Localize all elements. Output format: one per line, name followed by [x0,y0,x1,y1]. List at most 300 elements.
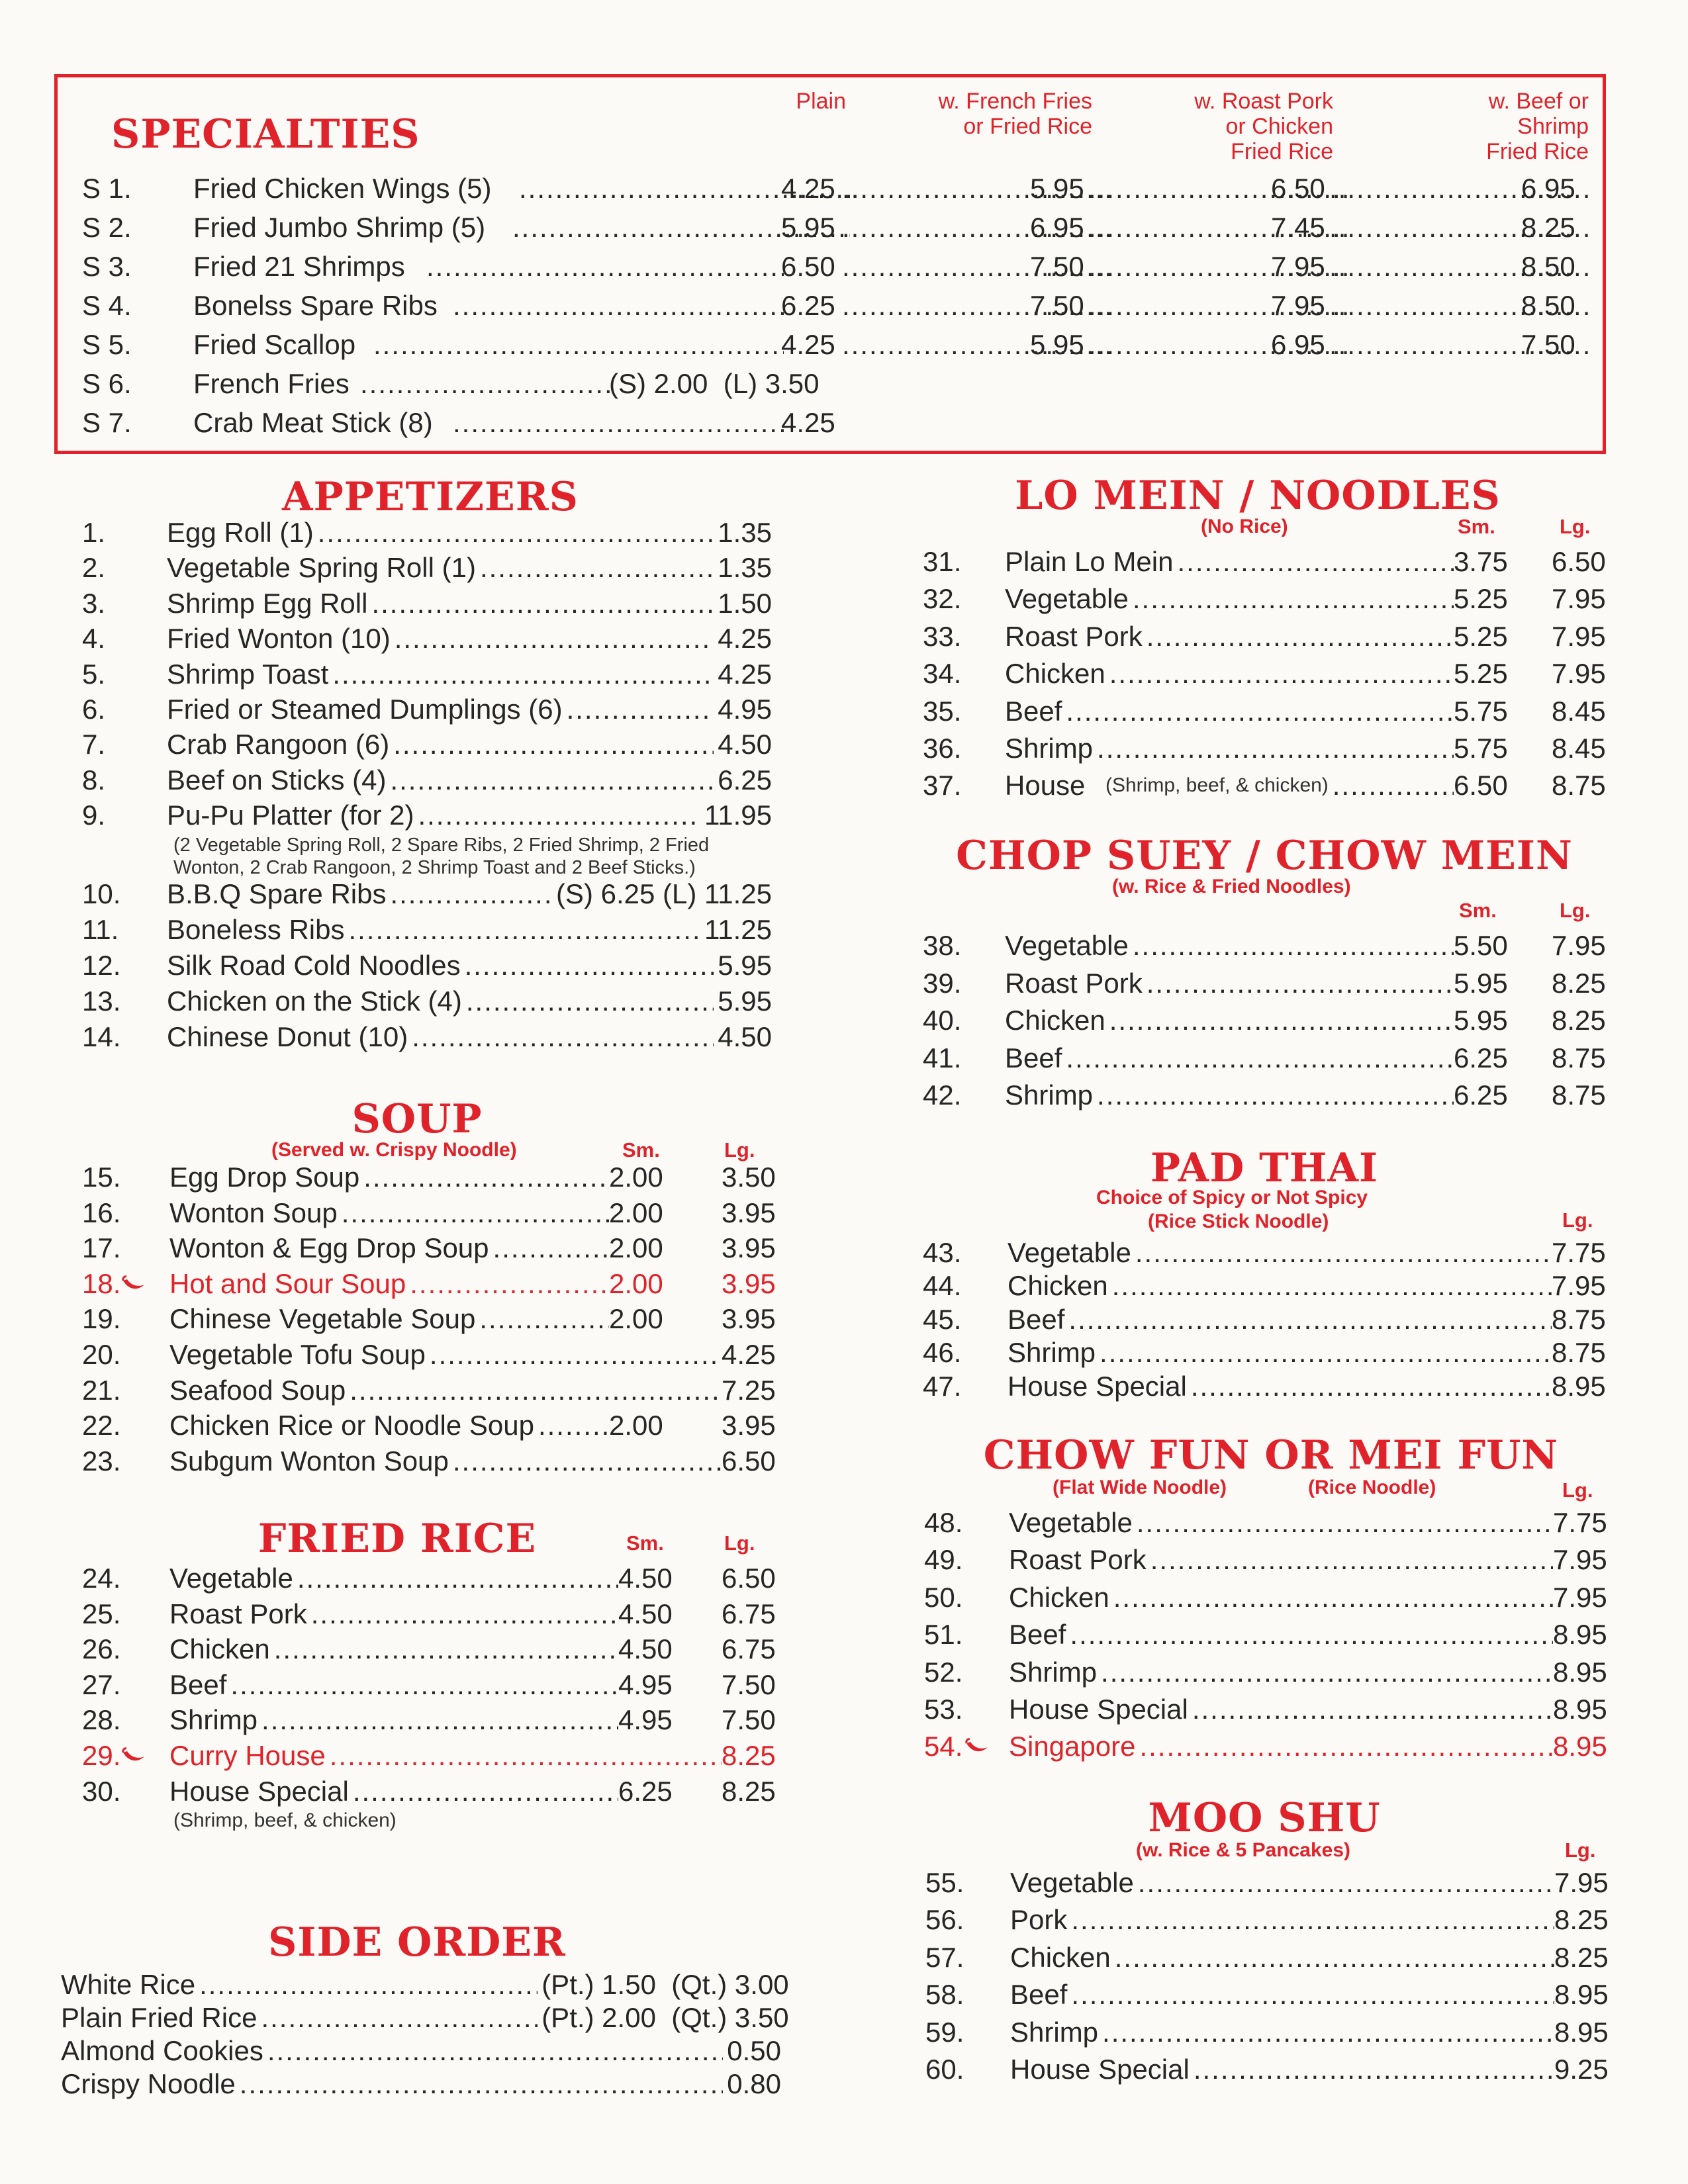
item-price: (S) 6.25 (L) 11.25 [555,878,772,909]
item-name: Bonelss Spare Ribs [193,290,438,321]
sm-price: 5.50 [1454,930,1508,961]
item-number: 57. [925,1941,964,1973]
item-name: B.B.Q Spare Ribs [167,878,387,909]
item-number: 34. [923,658,962,690]
item-name: French Fries [193,368,350,399]
item-name: Crispy Noodle [61,2068,236,2099]
soup-sm-header: Sm. [622,1138,660,1161]
fried-rice-sm-header: Sm. [626,1531,664,1555]
fries-price: 6.95 [1030,212,1084,243]
pad-thai-lg-header: Lg. [1562,1208,1593,1232]
lg-price: 8.25 [1552,1005,1606,1036]
list-item [82,586,797,621]
pad-thai-subtitle2: (Rice Stick Noodle) [1148,1210,1329,1232]
pad-thai-subtitle: Choice of Spicy or Not Spicy [1096,1187,1368,1208]
item-name: Shrimp [1010,2016,1099,2048]
item-number: 28. [82,1704,121,1736]
item-number: 42. [923,1079,962,1111]
lg-price: 9.25 [1554,2054,1609,2085]
list-item [82,692,797,727]
list-item [924,1655,1626,1690]
lg-price: 8.25 [722,1740,776,1771]
pork-price: 6.95 [1271,329,1325,360]
item-name: Vegetable [1010,1867,1134,1898]
list-item [924,1729,1626,1764]
sm-price: 5.25 [1454,583,1508,615]
chow-fun-subtitle-b: (Rice Noodle) [1308,1477,1436,1498]
sm-price: 2.00 [609,1410,663,1441]
item-name: Chicken Rice or Noodle Soup [169,1410,534,1441]
list-item [82,550,797,586]
list-item [82,621,797,657]
plain-header: Plain [796,89,846,114]
lg-price: 3.95 [722,1197,776,1228]
item-name: White Rice [61,1969,196,2000]
item-name: Egg Drop Soup [169,1161,360,1193]
item-name: Almond Cookies [61,2035,263,2066]
lg-price: 8.25 [1554,1904,1609,1936]
lo-mein-sm-header: Sm. [1458,515,1495,538]
item-number: 23. [82,1445,121,1477]
item-name: Chinese Donut (10) [167,1021,408,1052]
item-name: Roast Pork [169,1598,307,1629]
item-name: House [1005,770,1086,801]
lg-price: 8.95 [1553,1731,1607,1762]
item-name: Beef [1010,1979,1068,2011]
list-item [924,1505,1626,1541]
item-number: 18. [82,1267,121,1299]
item-name: Shrimp [1009,1656,1098,1688]
list-item [82,1160,810,1195]
item-number: 32. [923,583,962,615]
sm-price: 4.95 [618,1668,673,1700]
side-order-title: SIDE ORDER [268,1919,566,1966]
item-name: Curry House [169,1740,326,1771]
item-name: House Special [1009,1694,1188,1725]
item-price: 11.25 [704,914,772,945]
lg-price: 7.95 [1554,1867,1609,1898]
list-item [82,727,797,762]
lg-price: 8.95 [1553,1656,1607,1688]
item-name: Chicken [1005,658,1105,690]
list-item [82,366,943,402]
list-item [923,966,1624,1001]
item-name: Plain Fried Rice [61,2002,258,2033]
list-item [82,983,797,1019]
list-item [82,1631,810,1667]
lg-price: 4.25 [722,1339,776,1370]
item-number: 37. [923,770,962,801]
list-item [82,1266,810,1302]
beef-price: 8.50 [1521,290,1575,321]
list-item [923,928,1624,964]
chop-suey-subtitle: (w. Rice & Fried Noodles) [1112,876,1351,897]
sm-price: 5.95 [1454,1005,1508,1036]
item-name: Fried Chicken Wings (5) [193,173,492,204]
sm-price: 6.50 [1454,770,1508,801]
item-price: 6.25 [718,764,772,796]
item-name: Singapore [1009,1731,1136,1762]
plain-price: 6.25 [781,290,835,321]
list-item [923,1369,1624,1404]
list-item [923,619,1624,655]
lg-price: 7.75 [1552,1237,1606,1268]
item-name: Roast Pork [1009,1544,1147,1576]
pork-price: 6.50 [1271,173,1325,204]
item-number: 19. [82,1303,121,1335]
chow-fun-title: CHOW FUN OR MEI FUN [983,1432,1559,1479]
item-price: 5.95 [718,950,772,981]
lg-price: 8.95 [1554,1979,1609,2011]
list-item [925,1977,1627,2013]
item-name: Beef on Sticks (4) [167,764,387,796]
item-number: 2. [82,552,106,584]
item-name: Shrimp [1005,733,1094,764]
lg-price: 8.25 [1554,1941,1609,1973]
item-price: 0.50 [727,2035,781,2066]
item-number: 8. [82,764,106,796]
fries-price: 7.50 [1030,290,1084,321]
pork-price: 7.95 [1271,251,1325,282]
sm-price: 2.00 [609,1161,663,1193]
pork-header-line3: Fried Rice [1231,139,1333,164]
lg-price: 8.75 [1552,1337,1606,1369]
lg-price: 8.45 [1552,695,1606,727]
item-number: S 4. [82,290,132,321]
item-number: 41. [923,1042,962,1073]
chili-pepper-icon [965,1738,989,1755]
item-number: 21. [82,1374,121,1406]
item-number: S 3. [82,251,132,282]
sm-price: 3.75 [1454,546,1508,577]
list-item [923,1077,1624,1113]
chili-pepper-icon [122,1275,146,1293]
list-item [82,405,876,441]
item-name: Egg Roll (1) [167,517,314,548]
chop-suey-title: CHOP SUEY / CHOW MEIN [956,833,1573,879]
fries-header-line2: or Fried Rice [963,114,1092,139]
fried-rice-lg-header: Lg. [724,1531,755,1555]
item-number: 12. [82,950,121,981]
item-number: 24. [82,1563,121,1594]
appetizers-title: APPETIZERS [282,474,579,520]
beef-price: 8.25 [1521,212,1575,243]
item-price: 5.95 [718,985,772,1017]
plain-price: 5.95 [781,212,835,243]
item-name: Roast Pork [1005,620,1143,652]
soup-subtitle: (Served w. Crispy Noodle) [271,1139,517,1161]
lg-price: 7.95 [1552,620,1606,652]
list-item [82,1373,810,1408]
lg-price: 8.95 [1552,1370,1606,1402]
list-item [61,2066,789,2102]
item-name: Chicken on the Stick (4) [167,985,462,1017]
item-price: 11.95 [704,799,772,831]
item-number: 7. [82,729,106,760]
beef-price: 7.50 [1521,329,1575,360]
list-item [923,581,1624,617]
item-number: 58. [925,1979,964,2011]
moo-shu-title: MOO SHU [1148,1795,1381,1841]
lg-price: 6.50 [722,1563,776,1594]
item-number: 25. [82,1598,121,1629]
sm-price: 4.50 [618,1598,673,1629]
item-number: 52. [924,1656,963,1688]
item-name: Fried Jumbo Shrimp (5) [193,212,486,243]
item-name: Vegetable Spring Roll (1) [167,552,476,584]
item-number: 40. [923,1005,962,1036]
plain-price: 4.25 [781,407,835,438]
item-price: 1.35 [718,552,772,584]
item-number: 3. [82,587,106,619]
sm-price: 2.00 [609,1197,663,1228]
item-name: Fried or Steamed Dumplings (6) [167,694,563,725]
lg-price: 8.95 [1553,1619,1607,1651]
lg-price: 3.95 [722,1303,776,1335]
item-name: Chicken [1009,1581,1109,1613]
list-item [82,876,797,912]
item-name: Subgum Wonton Soup [169,1445,449,1477]
item-number: 15. [82,1161,121,1193]
list-item [82,1738,810,1774]
list-item [82,249,1585,285]
plain-price: 4.25 [781,329,835,360]
item-name: House Special [169,1775,349,1807]
item-price: 1.35 [718,517,772,548]
platter-note-line2: Wonton, 2 Crab Rangoon, 2 Shrimp Toast and 2 Beef Sticks.) [173,857,696,878]
size-prices: (S) 2.00 (L) 3.50 [609,368,820,399]
pork-price: 7.45 [1271,212,1325,243]
pork-header-line1: w. Roast Pork [1194,89,1333,114]
item-price: 0.80 [727,2068,781,2099]
item-number: 22. [82,1410,121,1441]
chop-suey-sm-header: Sm. [1459,899,1497,922]
chili-pepper-icon [122,1747,146,1764]
house-special-note: (Shrimp, beef, & chicken) [173,1809,397,1831]
list-item [925,1902,1627,1938]
item-number: 51. [924,1619,963,1651]
item-number: 27. [82,1668,121,1700]
item-price: (Pt.) 2.00 (Qt.) 3.50 [541,2002,789,2033]
list-item [82,1195,810,1231]
item-name: Plain Lo Mein [1005,546,1174,577]
list-item [82,948,797,983]
list-item [82,515,797,551]
lg-price: 7.95 [1552,930,1606,961]
item-number: 36. [923,733,962,764]
item-price: 4.25 [718,623,772,655]
soup-lg-header: Lg. [724,1138,755,1161]
list-item [924,1580,1626,1615]
item-number: 49. [924,1544,963,1576]
item-number: 50. [924,1581,963,1613]
lg-price: 8.25 [1552,967,1606,999]
moo-shu-lg-header: Lg. [1565,1839,1596,1862]
item-name: Vegetable [169,1563,293,1594]
list-item [923,1040,1624,1076]
item-name: Hot and Sour Soup [169,1267,406,1299]
item-name: Vegetable Tofu Soup [169,1339,426,1370]
sm-price: 5.25 [1454,620,1508,652]
lg-price: 3.50 [722,1161,776,1193]
sm-price: 5.25 [1454,658,1508,690]
plain-price: 6.50 [781,251,835,282]
item-name: Shrimp Toast [167,658,329,690]
list-item [923,1302,1624,1338]
lg-price: 7.95 [1553,1581,1607,1613]
sm-price: 2.00 [609,1267,663,1299]
item-number: 33. [923,620,962,652]
sm-price: 5.95 [1454,967,1508,999]
item-name: Vegetable [1005,583,1129,615]
list-item [925,1940,1627,1976]
sm-price: 4.50 [618,1563,673,1594]
fries-price: 5.95 [1030,329,1084,360]
item-number: 9. [82,799,106,831]
fries-price: 5.95 [1030,173,1084,204]
list-item [82,1230,810,1266]
lg-price: 3.95 [722,1232,776,1264]
list-item [82,1596,810,1632]
item-name: Shrimp Egg Roll [167,587,368,619]
beef-price: 8.50 [1521,251,1575,282]
item-name: Wonton Soup [169,1197,338,1228]
list-item [925,2052,1627,2087]
list-item [82,171,1585,206]
item-name: Silk Road Cold Noodles [167,950,461,981]
item-price: 4.50 [718,1021,772,1052]
item-number: S 1. [82,173,132,204]
sm-price: 4.50 [618,1633,673,1665]
fries-header-line1: w. French Fries [938,89,1092,114]
soup-title: SOUP [352,1096,483,1142]
list-item [924,1692,1626,1727]
list-item [82,1301,810,1337]
item-number: 38. [923,930,962,961]
list-item [923,1003,1624,1038]
item-number: S 5. [82,329,132,360]
list-item [82,1019,797,1055]
lg-price: 7.75 [1553,1507,1607,1538]
item-number: 31. [923,546,962,577]
list-item [82,210,1585,246]
lg-price: 3.95 [722,1267,776,1299]
item-name: Fried 21 Shrimps [193,251,405,282]
moo-shu-subtitle: (w. Rice & 5 Pancakes) [1136,1839,1351,1861]
lg-price: 6.75 [722,1598,776,1629]
list-item [82,1702,810,1738]
item-number: 29. [82,1740,121,1771]
item-name: Beef [169,1668,227,1700]
sm-price: 6.25 [1454,1079,1508,1111]
chop-suey-lg-header: Lg. [1560,899,1591,922]
item-number: 30. [82,1775,121,1807]
lg-price: 6.50 [722,1445,776,1477]
item-number: 4. [82,623,106,655]
item-number: 1. [82,517,106,548]
lg-price: 8.75 [1552,1079,1606,1111]
item-name: Fried Wonton (10) [167,623,391,655]
item-number: 56. [925,1904,964,1936]
lg-price: 8.95 [1554,2016,1609,2048]
item-name: Pork [1010,1904,1068,1936]
item-number: 47. [923,1370,962,1402]
list-item [923,544,1624,580]
list-item [82,1667,810,1703]
list-item [82,1443,810,1479]
list-item [923,1335,1624,1371]
item-name: Chinese Vegetable Soup [169,1303,476,1335]
list-item [923,1268,1624,1304]
list-item [61,1967,789,2003]
list-item [925,2015,1627,2050]
lo-mein-subtitle: (No Rice) [1201,516,1288,537]
list-item [82,762,797,798]
item-name: Beef [1008,1303,1065,1335]
list-item [82,327,1585,363]
list-item [923,768,1624,803]
item-number: 39. [923,967,962,999]
list-item [82,1337,810,1373]
list-item [82,288,1585,324]
plain-price: 4.25 [781,173,835,204]
sm-price: 5.75 [1454,733,1508,764]
item-name: Crab Meat Stick (8) [193,407,433,438]
item-price: 4.25 [718,658,772,690]
item-name: Vegetable [1009,1507,1133,1538]
beef-header-line1: w. Beef or [1488,89,1589,114]
lo-mein-lg-header: Lg. [1560,515,1591,538]
item-number: 14. [82,1021,121,1052]
item-name: Chicken [1010,1941,1111,1973]
item-name: Beef [1005,1042,1062,1073]
lg-price: 8.75 [1552,1042,1606,1073]
item-number: 46. [923,1337,962,1369]
item-number: 16. [82,1197,121,1228]
item-number: 6. [82,694,106,725]
lg-price: 7.95 [1552,1270,1606,1302]
pork-header-line2: or Chicken [1225,114,1333,139]
pad-thai-title: PAD THAI [1150,1145,1379,1191]
list-item [82,912,797,948]
chow-fun-lg-header: Lg. [1562,1479,1593,1502]
lg-price: 8.75 [1552,1303,1606,1335]
item-price: (Pt.) 1.50 (Qt.) 3.00 [541,1969,789,2000]
item-name: Crab Rangoon (6) [167,729,390,760]
lg-price: 7.95 [1553,1544,1607,1576]
item-number: 48. [924,1507,963,1538]
sm-price: 2.00 [609,1232,663,1264]
sm-price: 2.00 [609,1303,663,1335]
item-number: 20. [82,1339,121,1370]
item-number: 13. [82,985,121,1017]
list-item [82,797,797,833]
lg-price: 7.25 [722,1374,776,1406]
item-name: Chicken [169,1633,270,1665]
item-name: Roast Pork [1005,967,1143,999]
sm-price: 5.75 [1454,695,1508,727]
item-name: Vegetable [1008,1237,1131,1268]
lg-price: 6.75 [722,1633,776,1665]
beef-header-line2: Shrimp [1517,114,1589,139]
lg-price: 6.50 [1552,546,1606,577]
list-item [82,1561,810,1596]
item-name: Chicken [1008,1270,1108,1302]
item-name: Pu-Pu Platter (for 2) [167,799,414,831]
lg-price: 8.95 [1553,1694,1607,1725]
list-item [82,1408,810,1443]
specialties-title: SPECIALTIES [111,111,420,158]
